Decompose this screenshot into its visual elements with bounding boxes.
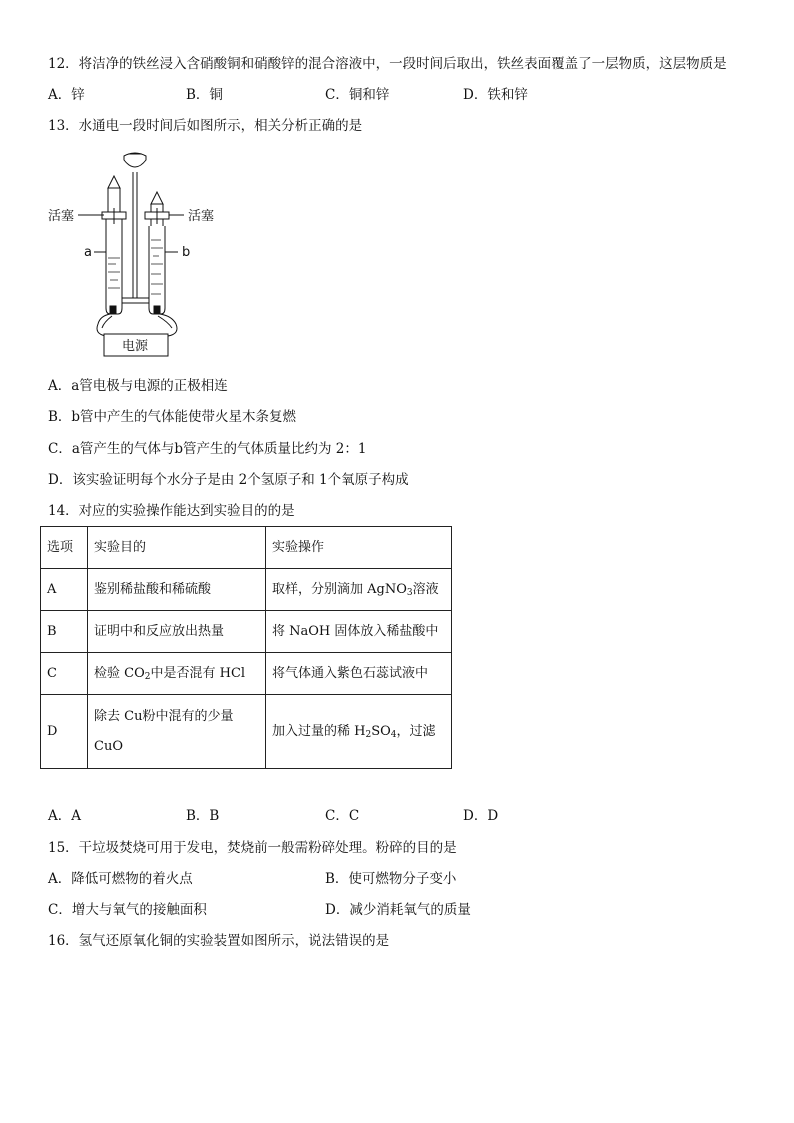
right-valve-label: 活塞	[188, 209, 215, 224]
row-c-purpose: 检验 $CO_2$中是否混有 HCl	[88, 653, 266, 695]
row-d-purpose: 除去 Cu粉中混有的少量 CuO	[88, 695, 266, 769]
q13-option-a: A．a管电极与电源的正极相连	[48, 378, 228, 394]
q12-option-c: C．铜和锌	[325, 87, 390, 103]
row-d-option: D	[41, 695, 88, 769]
electrode-b	[154, 306, 160, 314]
q15-option-b: B．使可燃物分子变小	[325, 871, 457, 887]
row-c-option: C	[41, 653, 88, 695]
q15-option-a: A．降低可燃物的着火点	[48, 871, 193, 887]
water-hatching	[108, 240, 163, 294]
q14-option-d: D．D	[463, 808, 499, 824]
row-d-operation: 加入过量的稀 $H_2SO_4$，过滤	[266, 695, 452, 769]
q13-option-c: C．a管产生的气体与b管产生的气体质量比约为 2：1	[48, 441, 367, 457]
q13-stem: 13．水通电一段时间后如图所示，相关分析正确的是	[48, 118, 363, 134]
q15-stem: 15．干垃圾焚烧可用于发电，焚烧前一般需粉碎处理。粉碎的目的是	[48, 840, 457, 856]
electrolysis-apparatus-figure	[48, 148, 228, 360]
reservoir-bulb	[124, 153, 146, 167]
row-b-purpose: 证明中和反应放出热量	[88, 611, 266, 653]
q14-stem: 14．对应的实验操作能达到实验目的的是	[48, 503, 295, 519]
tube-a	[106, 216, 122, 314]
tube-b-label: b	[182, 245, 191, 260]
connecting-tube	[122, 298, 149, 303]
header-operation: 实验操作	[266, 527, 452, 569]
wire-right	[160, 314, 177, 336]
table-row	[41, 653, 452, 695]
q13-option-b: B．b管中产生的气体能使带火星木条复燃	[48, 409, 297, 425]
q12-option-a: A．锌	[48, 87, 85, 103]
row-a-option: A	[41, 569, 88, 611]
q15-option-c: C．增大与氧气的接触面积	[48, 902, 207, 918]
table-row	[41, 611, 452, 653]
q14-option-b: B．B	[186, 808, 220, 824]
q15-option-d: D．减少消耗氧气的质量	[325, 902, 471, 918]
row-a-purpose: 鉴别稀盐酸和稀硫酸	[88, 569, 266, 611]
table-row	[41, 695, 452, 769]
reservoir-stem	[133, 172, 137, 298]
row-c-operation: 将气体通入紫色石蕊试液中	[266, 653, 452, 695]
table-header-row	[41, 527, 452, 569]
q13-option-d: D．该实验证明每个水分子是由 2个氢原子和 1个氧原子构成	[48, 472, 409, 488]
q12-stem: 12．将洁净的铁丝浸入含硝酸铜和硝酸锌的混合溶液中，一段时间后取出，铁丝表面覆盖了一层物质，这层物质是	[48, 56, 727, 72]
table-row	[41, 569, 452, 611]
q12-option-b: B．铜	[186, 87, 223, 103]
q12-option-d: D．铁和锌	[463, 87, 528, 103]
row-b-operation: 将 NaOH 固体放入稀盐酸中	[266, 611, 452, 653]
tube-b	[149, 226, 165, 314]
experiment-table	[40, 526, 452, 769]
row-a-operation: 取样，分别滴加 AgNO$_3$溶液	[266, 569, 452, 611]
header-option: 选项	[41, 527, 88, 569]
electrode-a	[110, 306, 116, 314]
header-purpose: 实验目的	[88, 527, 266, 569]
q14-option-a: A．A	[48, 808, 81, 824]
row-b-option: B	[41, 611, 88, 653]
q16-stem: 16．氢气还原氧化铜的实验装置如图所示，说法错误的是	[48, 933, 390, 949]
q14-option-c: C．C	[325, 808, 360, 824]
power-supply-label: 电源	[122, 339, 149, 354]
left-valve-label: 活塞	[48, 209, 75, 224]
tube-a-label: a	[84, 245, 92, 260]
